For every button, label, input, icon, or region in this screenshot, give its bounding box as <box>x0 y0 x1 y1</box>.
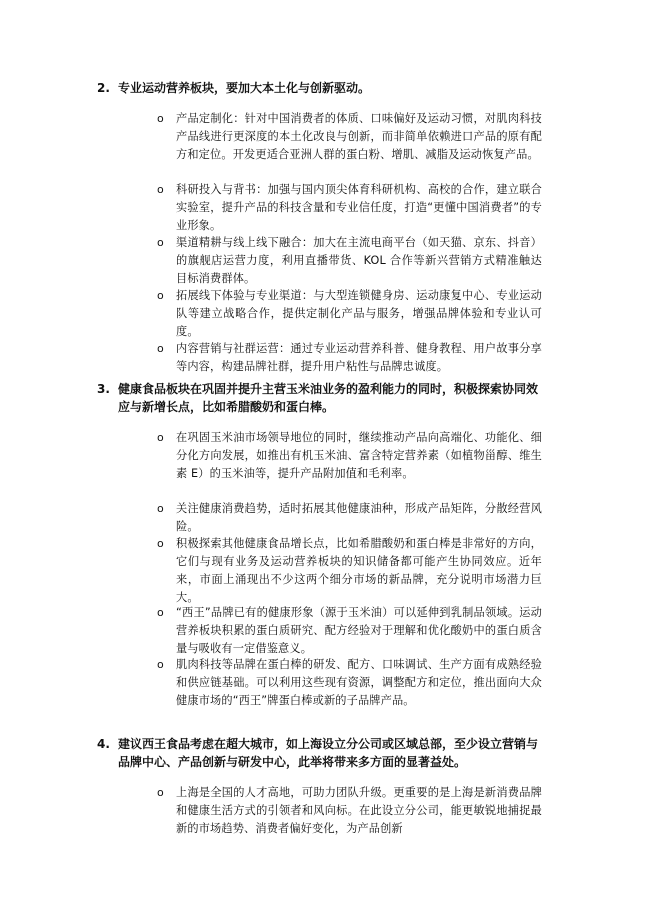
list-item-text: 拓展线下体验与专业渠道：与大型连锁健身房、运动康复中心、专业运动队等建立战略合作，提供定制化产品与服务，增强品牌体验和专业认可度。 <box>176 289 542 338</box>
bullet-icon: o <box>157 112 164 125</box>
list-item-text: 渠道精耕与线上线下融合：加大在主流电商平台（如天猫、京东、抖音）的旗舰店运营力度，利用直播带货、KOL 合作等新兴营销方式精准触达目标消费群体。 <box>176 236 542 285</box>
bullet-icon: o <box>157 431 164 444</box>
bullet-icon: o <box>157 183 164 196</box>
list-item-text: 内容营销与社群运营：通过专业运动营养科普、健身教程、用户故事分享等内容，构建品牌社群，提升用户粘性与品牌忠诚度。 <box>176 342 542 373</box>
list-item-text: 积极探索其他健康食品增长点，比如希腊酸奶和蛋白棒是非常好的方向，它们与现有业务及运动营养板块的知识储备都可能产生协同效应。近年来，市面上涌现出不少这两个细分市场的新品牌，充分说明市场潜力巨大。 <box>176 537 542 604</box>
bullet-icon: o <box>157 342 164 355</box>
list-item-text: 科研投入与背书：加强与国内顶尖体育科研机构、高校的合作，建立联合实验室，提升产品的科技含量和专业信任度，打造“更懂中国消费者”的专业形象。 <box>176 183 542 232</box>
section-heading <box>97 735 547 771</box>
bullet-icon: o <box>157 537 164 550</box>
list-item-text: 产品定制化：针对中国消费者的体质、口味偏好及运动习惯，对肌肉科技产品线进行更深度的本土化改良与创新，而非简单依赖进口产品的原有配方和定位。开发更适合亚洲人群的蛋白粉、增肌、减脂及运动恢复产品。 <box>176 112 542 161</box>
bullet-icon: o <box>157 658 164 671</box>
bullet-icon: o <box>157 786 164 799</box>
list-item-text: 在巩固玉米油市场领导地位的同时，继续推动产品向高端化、功能化、细分化方向发展，如推出有机玉米油、富含特定营养素（如植物甾醇、维生素 E）的玉米油等，提升产品附加值和毛利率。 <box>176 431 542 480</box>
section-heading <box>97 79 547 97</box>
section-title: 建议西王食品考虑在超大城市，如上海设立分公司或区域总部，至少设立营销与品牌中心、产品创新与研发中心，此举将带来多方面的显著益处。 <box>118 737 539 769</box>
list-item-text: 肌肉科技等品牌在蛋白棒的研发、配方、口味调试、生产方面有成熟经验和供应链基础。可以利用这些现有资源，调整配方和定位，推出面向大众健康市场的“西王”牌蛋白棒或新的子品牌产品。 <box>176 658 542 707</box>
bullet-icon: o <box>157 502 164 515</box>
list-item-text: “西王”品牌已有的健康形象（源于玉米油）可以延伸到乳制品领域。运动营养板块积累的蛋白质研究、配方经验对于理解和优化酸奶中的蛋白质含量与吸收有一定借鉴意义。 <box>176 606 542 655</box>
section-number: 2. <box>97 81 110 95</box>
bullet-icon: o <box>157 289 164 302</box>
bullet-icon: o <box>157 236 164 249</box>
section-title: 健康食品板块在巩固并提升主营玉米油业务的盈利能力的同时，积极探索协同效应与新增长点，比如希腊酸奶和蛋白棒。 <box>118 382 539 414</box>
list-item-text: 上海是全国的人才高地，可助力团队升级。更重要的是上海是新消费品牌和健康生活方式的引领者和风向标。在此设立分公司，能更敏锐地捕捉最新的市场趋势、消费者偏好变化，为产品创新 <box>176 786 542 835</box>
section-title: 专业运动营养板块，要加大本土化与创新驱动。 <box>118 81 371 95</box>
section-heading <box>97 380 547 416</box>
section-number: 4. <box>97 737 110 751</box>
list-item-text: 关注健康消费趋势，适时拓展其他健康油种，形成产品矩阵，分散经营风险。 <box>176 502 542 533</box>
bullet-icon: o <box>157 606 164 619</box>
section-number: 3. <box>97 382 110 396</box>
